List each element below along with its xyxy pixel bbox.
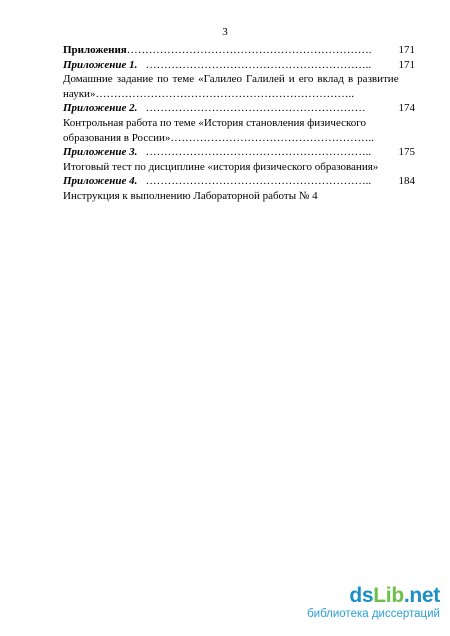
toc-entry-label: Приложения (63, 44, 127, 56)
watermark-caption: библиотека диссертаций (307, 608, 440, 620)
dslib-logo (349, 584, 440, 608)
toc-leader-dots: …………………………………………………… (137, 102, 366, 115)
table-of-contents (63, 43, 415, 204)
toc-description-text: Контрольная работа по теме «История становления физического (63, 116, 367, 129)
logo-part-ds: ds (349, 584, 374, 607)
toc-leader-dots: …………………………………………………….. (137, 146, 372, 159)
toc-description-text: науки»…………………………………………………………….. (63, 87, 354, 100)
toc-entry-description (63, 87, 415, 102)
toc-entry-label: Приложение 1. (63, 58, 138, 71)
toc-leader-dots: …………………………………………………….. (137, 58, 372, 71)
toc-entry-appendix-2 (63, 101, 415, 116)
toc-entry-appendix-1 (63, 58, 415, 73)
toc-entry-appendix-4 (63, 174, 415, 189)
dslib-watermark (250, 584, 440, 624)
toc-description-text: Инструкция к выполнению Лабораторной работы № 4 (63, 189, 318, 202)
toc-entry-appendices (63, 43, 415, 58)
toc-page-number: 175 (396, 145, 416, 160)
page-number: 3 (222, 26, 228, 38)
logo-part-net: .net (403, 584, 440, 607)
toc-page-number: 171 (396, 43, 416, 58)
toc-description-text: Итоговый тест по дисциплине «история физического образования» (63, 160, 379, 173)
toc-page-number: 184 (396, 174, 416, 189)
toc-page-number: 171 (396, 58, 416, 73)
toc-page-number: 174 (396, 101, 416, 116)
toc-leader-dots: …………………………………………………….. (137, 175, 372, 188)
toc-entry-label: Приложение 2. (63, 102, 138, 115)
toc-entry-label: Приложение 3. (63, 146, 138, 159)
toc-entry-appendix-3 (63, 145, 415, 160)
toc-leader-dots: …………………………………………………………. (126, 44, 372, 56)
toc-entry-description (63, 131, 415, 146)
toc-description-text: образования в России»……………………………………………….. (63, 131, 374, 144)
toc-entry-description (63, 160, 415, 175)
toc-entry-description (63, 189, 415, 204)
toc-entry-description (63, 116, 415, 131)
toc-entry-label: Приложение 4. (63, 175, 138, 188)
logo-part-lib: Lib (373, 584, 404, 607)
toc-description-text: Домашние задание по теме «Галилео Галилей и его вклад в развитие (63, 73, 399, 86)
toc-entry-description (63, 72, 415, 87)
